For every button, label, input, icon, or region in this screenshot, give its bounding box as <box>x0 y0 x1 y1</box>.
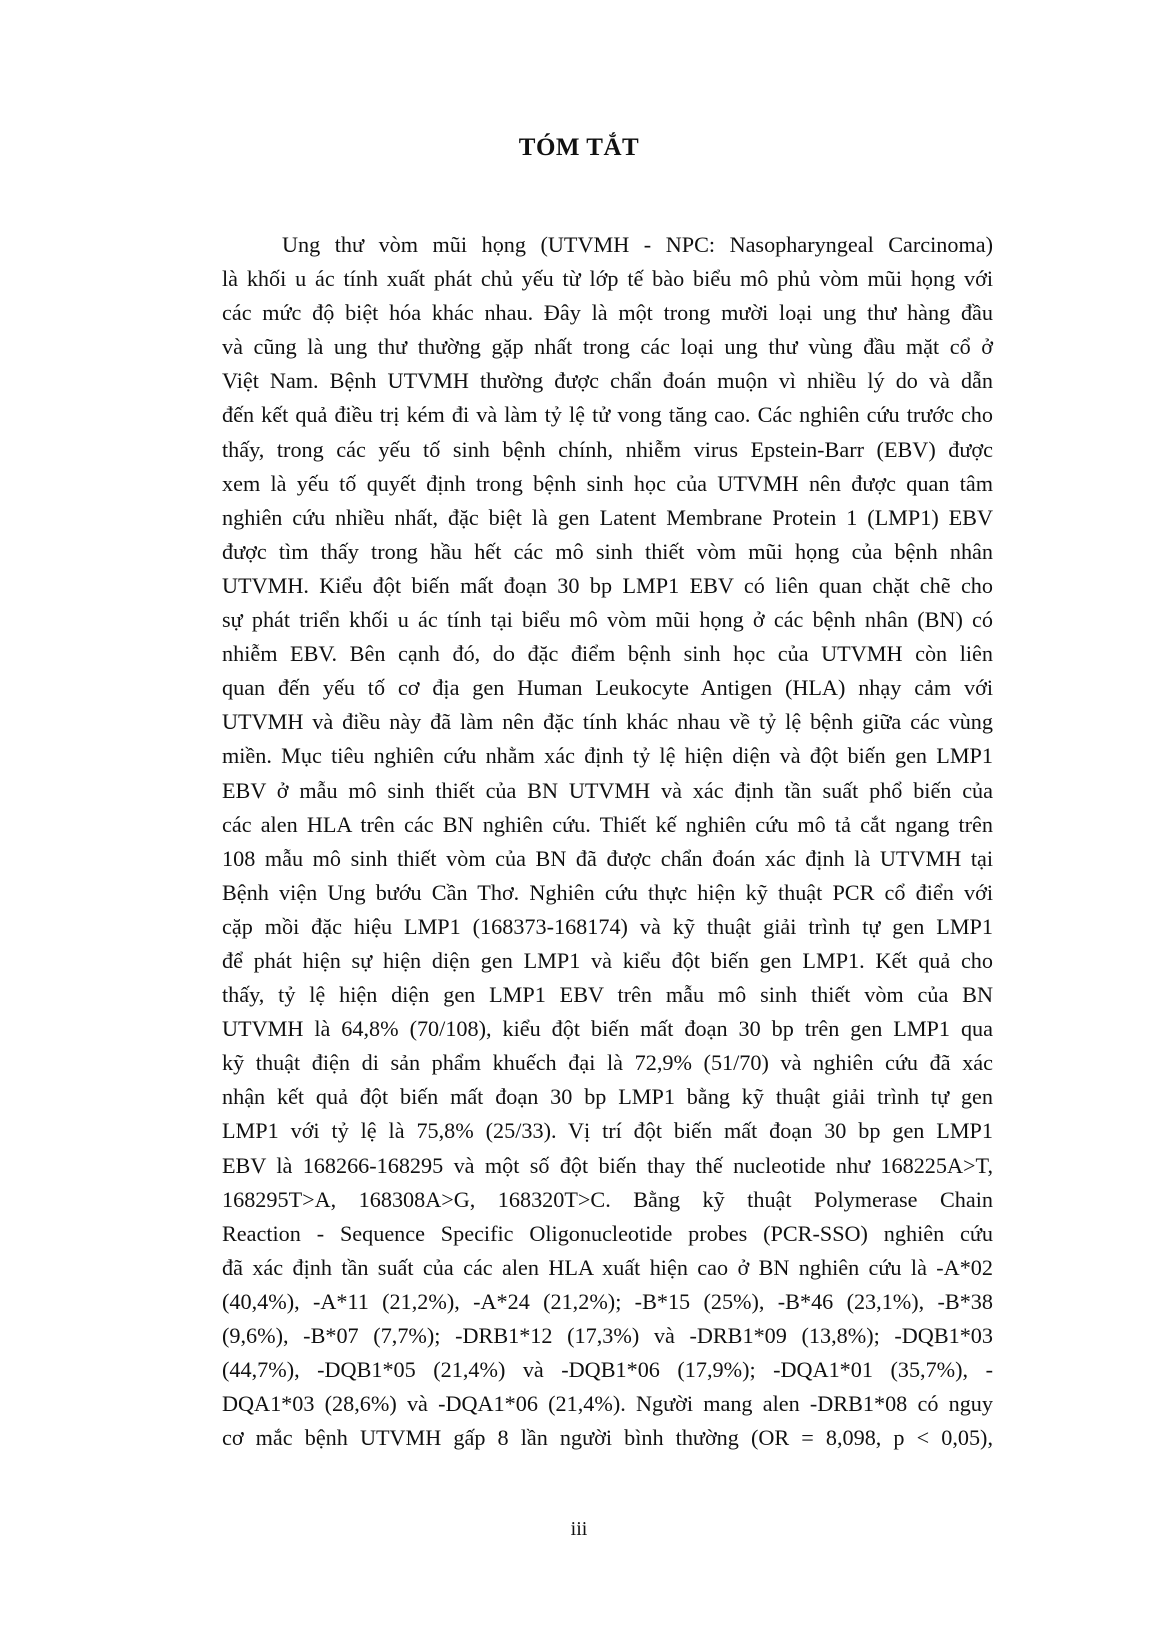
abstract-line: đến kết quả điều trị kém đi và làm tỷ lệ tử vong tăng cao. Các nghiên cứu trước cho <box>222 402 993 428</box>
abstract-line: và cũng là ung thư thường gặp nhất trong các loại ung thư vùng đầu mặt cổ ở <box>222 334 993 360</box>
abstract-line: kỹ thuật điện di sản phẩm khuếch đại là 72,9% (51/70) và nghiên cứu đã xác <box>222 1050 993 1076</box>
abstract-line: 108 mẫu mô sinh thiết vòm của BN đã được chẩn đoán xác định là UTVMH tại <box>222 845 993 871</box>
abstract-line: (40,4%), -A*11 (21,2%), -A*24 (21,2%); -B*15 (25%), -B*46 (23,1%), -B*38 <box>222 1288 993 1314</box>
abstract-line: LMP1 với tỷ lệ là 75,8% (25/33). Vị trí đột biến mất đoạn 30 bp gen LMP1 <box>222 1118 993 1144</box>
abstract-line: là khối u ác tính xuất phát chủ yếu từ lớp tế bào biểu mô phủ vòm mũi họng với <box>222 266 993 292</box>
abstract-line: xem là yếu tố quyết định trong bệnh sinh học của UTVMH nên được quan tâm <box>222 470 993 496</box>
abstract-line: các alen HLA trên các BN nghiên cứu. Thiết kế nghiên cứu mô tả cắt ngang trên <box>222 811 993 837</box>
abstract-line: Bệnh viện Ung bướu Cần Thơ. Nghiên cứu thực hiện kỹ thuật PCR cổ điển với <box>222 879 993 905</box>
abstract-line: cặp mồi đặc hiệu LMP1 (168373-168174) và kỹ thuật giải trình tự gen LMP1 <box>222 913 993 939</box>
abstract-line: miền. Mục tiêu nghiên cứu nhằm xác định tỷ lệ hiện diện và đột biến gen LMP1 <box>222 743 993 769</box>
abstract-line: EBV ở mẫu mô sinh thiết của BN UTVMH và xác định tần suất phổ biến của <box>222 777 993 803</box>
abstract-line: sự phát triển khối u ác tính tại biểu mô vòm mũi họng ở các bệnh nhân (BN) có <box>222 607 993 633</box>
abstract-line: Reaction - Sequence Specific Oligonucleotide probes (PCR-SSO) nghiên cứu <box>222 1220 993 1246</box>
abstract-line: đã xác định tần suất của các alen HLA xuất hiện cao ở BN nghiên cứu là -A*02 <box>222 1254 993 1280</box>
abstract-line: UTVMH là 64,8% (70/108), kiểu đột biến mất đoạn 30 bp trên gen LMP1 qua <box>222 1016 993 1042</box>
abstract-line: nhiễm EBV. Bên cạnh đó, do đặc điểm bệnh sinh học của UTVMH còn liên <box>222 641 993 667</box>
abstract-line: thấy, tỷ lệ hiện diện gen LMP1 EBV trên mẫu mô sinh thiết vòm của BN <box>222 982 993 1008</box>
abstract-line: các mức độ biệt hóa khác nhau. Đây là một trong mười loại ung thư hàng đầu <box>222 300 993 326</box>
abstract-line: quan đến yếu tố cơ địa gen Human Leukocyte Antigen (HLA) nhạy cảm với <box>222 675 993 701</box>
abstract-line: thấy, trong các yếu tố sinh bệnh chính, nhiễm virus Epstein-Barr (EBV) được <box>222 436 993 462</box>
abstract-line: DQA1*03 (28,6%) và -DQA1*06 (21,4%). Người mang alen -DRB1*08 có nguy <box>222 1391 993 1417</box>
abstract-line: nghiên cứu nhiều nhất, đặc biệt là gen Latent Membrane Protein 1 (LMP1) EBV <box>222 504 993 530</box>
abstract-line: UTVMH. Kiểu đột biến mất đoạn 30 bp LMP1 EBV có liên quan chặt chẽ cho <box>222 572 993 598</box>
abstract-line: UTVMH và điều này đã làm nên đặc tính khác nhau về tỷ lệ bệnh giữa các vùng <box>222 709 993 735</box>
abstract-line: để phát hiện sự hiện diện gen LMP1 và kiểu đột biến gen LMP1. Kết quả cho <box>222 947 993 973</box>
abstract-line: nhận kết quả đột biến mất đoạn 30 bp LMP1 bằng kỹ thuật giải trình tự gen <box>222 1084 993 1110</box>
abstract-line: (44,7%), -DQB1*05 (21,4%) và -DQB1*06 (17,9%); -DQA1*01 (35,7%), - <box>222 1357 993 1383</box>
abstract-line: (9,6%), -B*07 (7,7%); -DRB1*12 (17,3%) và -DRB1*09 (13,8%); -DQB1*03 <box>222 1323 993 1348</box>
page-title: TÓM TẮT <box>518 134 640 161</box>
abstract-line: được tìm thấy trong hầu hết các mô sinh thiết vòm mũi họng của bệnh nhân <box>222 538 993 564</box>
page-number: iii <box>570 1518 588 1540</box>
abstract-line: EBV là 168266-168295 và một số đột biến thay thế nucleotide như 168225A>T, <box>222 1152 993 1178</box>
abstract-line: cơ mắc bệnh UTVMH gấp 8 lần người bình thường (OR = 8,098, p < 0,05), <box>222 1425 993 1451</box>
abstract-paragraph <box>222 228 993 1455</box>
abstract-line: 168295T>A, 168308A>G, 168320T>C. Bằng kỹ thuật Polymerase Chain <box>222 1186 993 1212</box>
abstract-line: Việt Nam. Bệnh UTVMH thường được chẩn đoán muộn vì nhiều lý do và dẫn <box>222 368 993 394</box>
abstract-line: Ung thư vòm mũi họng (UTVMH - NPC: Nasopharyngeal Carcinoma) <box>282 232 993 257</box>
